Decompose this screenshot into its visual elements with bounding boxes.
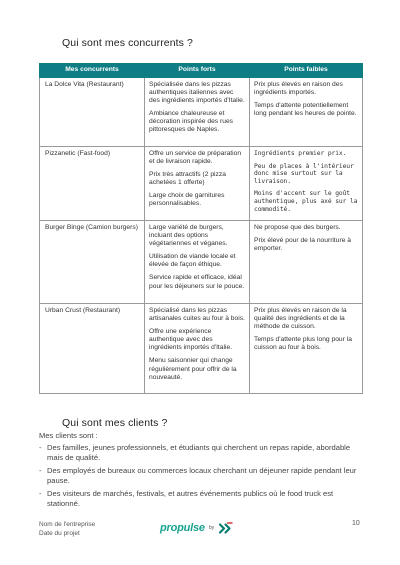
dash-bullet-icon: - — [39, 466, 42, 475]
table-row — [40, 304, 363, 394]
project-date: Date du projet — [39, 530, 80, 537]
column-header-strengths: Points forts — [145, 64, 250, 78]
footer-info — [39, 520, 95, 538]
strength-item: Large variété de burgers, incluant des options végétariennes et véganes. — [149, 224, 228, 248]
weaknesses-cell — [250, 78, 363, 147]
clients-list — [39, 443, 367, 512]
logo-by: by — [208, 525, 215, 531]
competitor-name: Urban Crust (Restaurant) — [40, 304, 145, 394]
dash-bullet-icon: - — [39, 489, 42, 498]
table-row — [40, 147, 363, 221]
weakness-item: Moins d'accent sur le goût authentique, plus axé sur la commodité. — [254, 190, 358, 213]
strengths-cell — [145, 304, 250, 394]
strength-item: Ambiance chaleureuse et décoration inspirée des rues pittoresques de Naples. — [149, 110, 234, 134]
weakness-item: Prix plus élevés en raison des ingrédients importés. — [254, 81, 343, 97]
column-header-competitors: Mes concurrents — [40, 64, 145, 78]
company-name: Nom de l'entreprise — [39, 521, 96, 528]
client-text: Des visiteurs de marchés, festivals, et autres événements publics où le food truck est stationné. — [47, 489, 334, 508]
strengths-cell — [145, 221, 250, 304]
strength-item: Offre un service de préparation et de livraison rapide. — [149, 150, 242, 166]
strengths-cell — [145, 78, 250, 147]
strength-item: Menu saisonnier qui change régulièrement pour offrir de la nouveauté. — [149, 357, 237, 381]
strength-item: Large choix de garnitures personnalisables. — [149, 192, 225, 208]
list-item — [39, 443, 367, 463]
weaknesses-cell — [250, 304, 363, 394]
weakness-item: Temps d'attente plus long pour la cuisson au four à bois. — [254, 336, 352, 352]
weaknesses-cell — [250, 147, 363, 221]
table-row — [40, 78, 363, 147]
weakness-item: Ne propose que des burgers. — [254, 224, 341, 231]
weakness-item: Temps d'attente potentiellement long pendant les heures de pointe. — [254, 102, 357, 118]
strength-item: Offre une expérience authentique avec des ingrédients importés d'Italie. — [149, 328, 233, 352]
weakness-item: Prix plus élevés en raison de la qualité des ingrédients et de la méthode de cuisson. — [254, 307, 347, 331]
strength-item: Prix très attractifs (2 pizza achetées 1 offerte) — [149, 171, 226, 187]
competitor-name: Burger Binge (Camion burgers) — [40, 221, 145, 304]
column-header-weaknesses: Points faibles — [250, 64, 363, 78]
table-header-row — [40, 64, 363, 78]
clients-intro: Mes clients sont : — [39, 431, 98, 440]
clients-section-title: Qui sont mes clients ? — [62, 417, 168, 429]
logo-text: propulse — [160, 522, 205, 534]
strength-item: Spécialisé dans les pizzas artisanales cuites au four à bois. — [149, 307, 245, 323]
competitor-name: Pizzanetic (Fast-food) — [40, 147, 145, 221]
credit-agricole-logo-icon — [217, 522, 233, 535]
list-item — [39, 489, 367, 509]
list-item — [39, 466, 367, 486]
weakness-item: Prix élevé pour de la nourriture à emporter. — [254, 237, 352, 253]
client-text: Des familles, jeunes professionnels, et étudiants qui cherchent un repas rapide, abordable mais de qualité. — [47, 443, 351, 462]
strength-item: Spécialisée dans les pizzas authentiques italiennes avec des ingrédients importés d'Italie. — [149, 81, 245, 105]
page-number: 10 — [352, 520, 360, 527]
dash-bullet-icon: - — [39, 443, 42, 452]
strengths-cell — [145, 147, 250, 221]
weaknesses-cell — [250, 221, 363, 304]
competitors-section-title: Qui sont mes concurrents ? — [62, 37, 193, 49]
strength-item: Service rapide et efficace, idéal pour les déjeuners sur le pouce. — [149, 274, 245, 290]
table-row — [40, 221, 363, 304]
client-text: Des employés de bureaux ou commerces locaux cherchant un déjeuner rapide pendant leur pause. — [47, 466, 357, 485]
weakness-item: Peu de places à l'intérieur donc mise surtout sur la livraison. — [254, 162, 354, 185]
competitor-name: La Dolce Vita (Restaurant) — [40, 78, 145, 147]
competitors-table — [39, 63, 363, 394]
strength-item: Utilisation de viande locale et élevée de façon éthique. — [149, 253, 236, 269]
weakness-item: Ingrédients premier prix. — [254, 150, 347, 157]
propulse-logo — [160, 520, 233, 536]
